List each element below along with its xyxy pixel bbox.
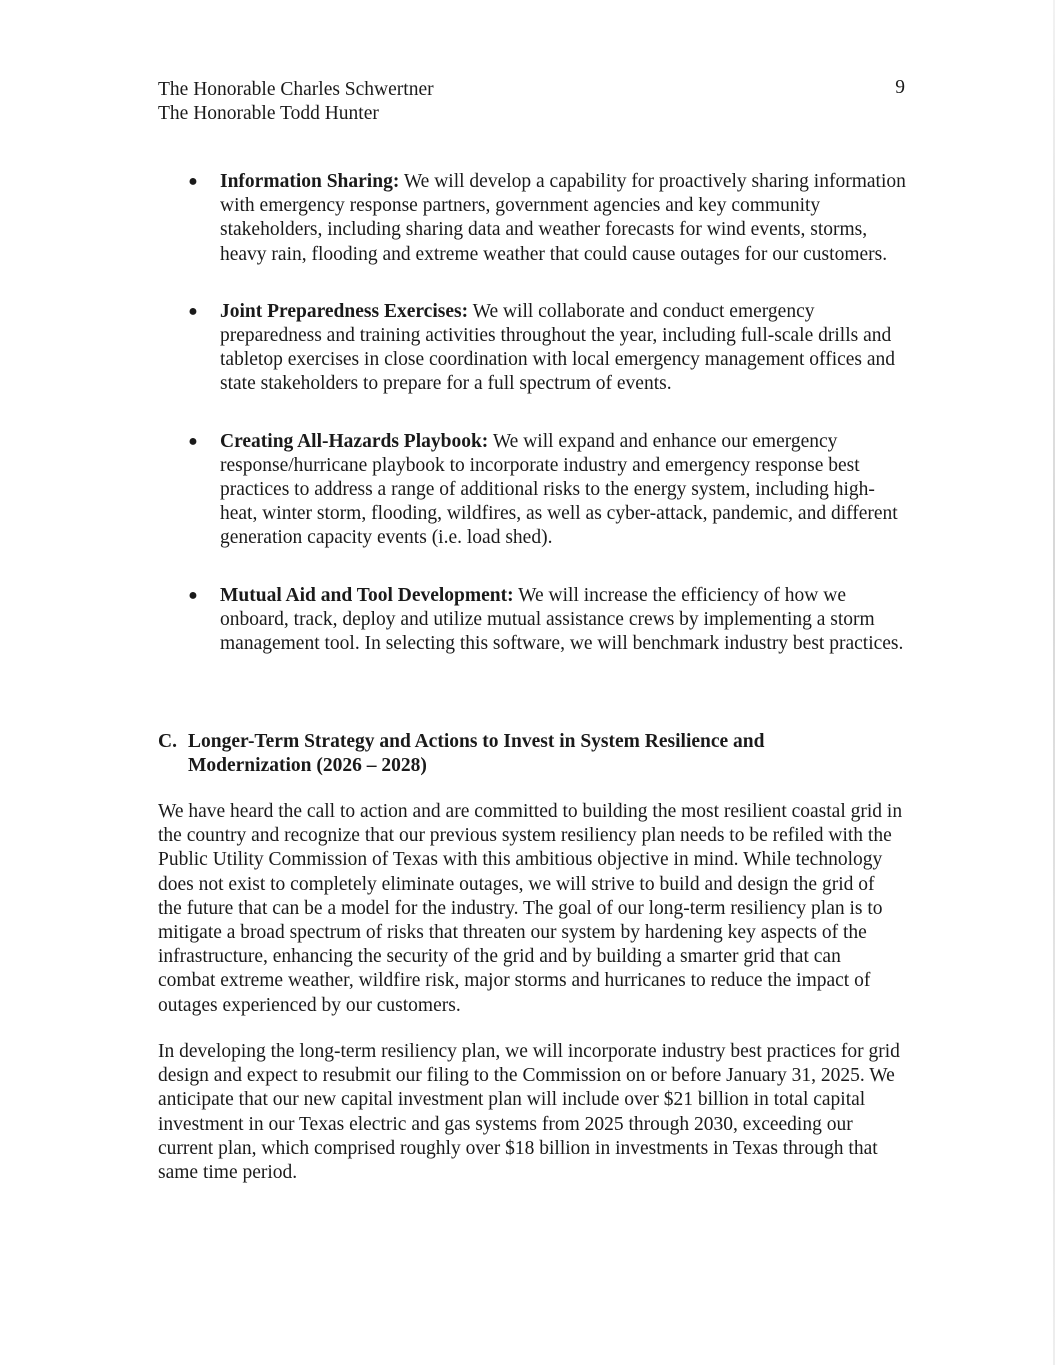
list-item-lead: Mutual Aid and Tool Development:	[220, 584, 514, 606]
page-number: 9	[895, 77, 905, 98]
section-heading	[158, 730, 878, 778]
list-item-all-hazards-playbook	[187, 430, 907, 551]
list-item-lead: Creating All-Hazards Playbook:	[220, 430, 489, 452]
bullet-icon: ●	[188, 302, 198, 320]
bullet-icon: ●	[188, 173, 198, 190]
list-item-lead: Joint Preparedness Exercises:	[220, 300, 469, 322]
body-paragraph-2: In developing the long-term resiliency plan, we will incorporate industry best practices for grid design and expect to resubmit our filing to the Commission on or before January 31, 2025. We anticipate that our new capital investment plan will include over $21 billion in total capital investment in our Texas electric and gas systems from 2025 through 2030, exceeding our current plan, which comprised roughly over $18 billion in investments in Texas through that same time period.	[158, 1041, 900, 1184]
initiatives-list	[187, 170, 907, 689]
recipient-header	[158, 78, 758, 126]
section-letter: C.	[158, 731, 177, 752]
list-item-information-sharing	[187, 170, 907, 267]
list-item-joint-preparedness	[187, 300, 907, 397]
bullet-icon: ●	[188, 586, 198, 604]
recipient-line-1: The Honorable Charles Schwertner	[158, 79, 434, 100]
section-title-line-2: Modernization (2026 – 2028)	[188, 755, 427, 776]
list-item-lead: Information Sharing:	[220, 171, 400, 192]
section-title-line-1: Longer-Term Strategy and Actions to Invest in System Resilience and	[188, 731, 765, 752]
bullet-icon: ●	[188, 432, 198, 450]
list-item-text: We will collaborate and conduct emergency preparedness and training activities throughout the year, including full-scale drills and tabletop exercises in close coordination with local emergency management offices and state stakeholders to prepare for a full spectrum of events.	[220, 300, 896, 395]
list-item-text: We will expand and enhance our emergency response/hurricane playbook to incorporate industry and emergency response best practices to address a range of additional risks to the energy system, including high-heat, winter storm, flooding, wildfires, as well as cyber-attack, pandemic, and different generation capacity events (i.e. load shed).	[220, 430, 898, 549]
recipient-line-2: The Honorable Todd Hunter	[158, 103, 379, 124]
list-item-mutual-aid	[187, 584, 907, 657]
list-item-text: We will increase the efficiency of how we onboard, track, deploy and utilize mutual assistance crews by implementing a storm management tool. In selecting this software, we will benchmark industry best practices.	[220, 584, 904, 655]
body-paragraph-1: We have heard the call to action and are committed to building the most resilient coastal grid in the country and recognize that our previous system resiliency plan needs to be refiled with the Public Utility Commission of Texas with this ambitious objective in mind. While technology does not exist to completely eliminate outages, we will strive to build and design the grid of the future that can be a model for the industry. The goal of our long-term resiliency plan is to mitigate a broad spectrum of risks that threaten our system by hardening key aspects of the infrastructure, enhancing the security of the grid and by building a smarter grid that can combat extreme weather, wildfire risk, major storms and hurricanes to reduce the impact of outages experienced by our customers.	[158, 801, 903, 1016]
list-item-text: We will develop a capability for proactively sharing information with emergency response partners, government agencies and key community stakeholders, including sharing data and weather forecasts for wind events, storms, heavy rain, flooding and extreme weather that could cause outages for our customers.	[220, 171, 906, 265]
